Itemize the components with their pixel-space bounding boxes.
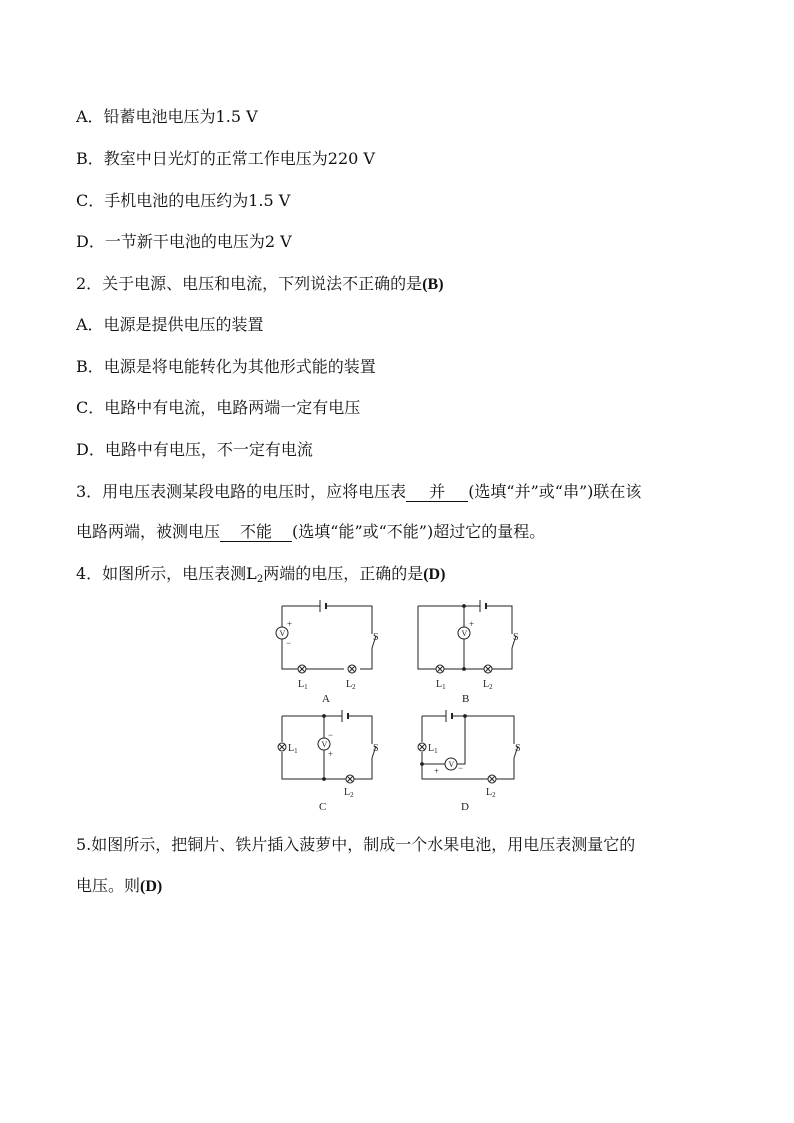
q2-option-b: B．电源是将电能转化为其他形式能的装置 [76,357,376,376]
q2-option-a: A．电源是提供电压的装置 [76,315,264,334]
plus-sign: + [328,749,334,759]
lamp-icon [346,775,354,783]
minus-sign: − [328,730,334,740]
minus-sign: − [286,638,292,648]
circuit-c [278,710,379,813]
q2-stem [76,274,444,295]
q1-option-d: D．一节新干电池的电压为2 V [76,232,292,251]
q4-stem [76,564,445,590]
circuit-b [418,600,519,705]
q2-option-d: D．电路中有电压，不一定有电流 [76,440,313,459]
q4-stem-post: 两端的电压，正确的是 [263,564,424,583]
switch-label: S [373,743,379,754]
lamp-icon [348,665,356,673]
lamp-icon [418,743,426,751]
q2-stem-text: 2．关于电源、电压和电流，下列说法不正确的是 [76,274,423,293]
lamp-label-l1: $L_1$ [298,679,308,691]
panel-label-b: B [462,693,470,705]
minus-sign: − [458,763,464,773]
panel-label-a: A [322,693,330,705]
q3-line-1 [76,482,641,502]
q2-answer: (B) [422,276,444,293]
lamp-icon [298,665,306,673]
q3-blank-1: 并 [406,483,468,502]
lamp-label-l2: $L_2$ [344,787,354,799]
panel-label-d: D [461,801,469,813]
circuit-a [276,600,379,705]
q3-part1: 3．用电压表测某段电路的电压时，应将电压表 [76,482,407,501]
q4-answer: (D) [423,566,446,583]
q4-stem-pre: 4．如图所示，电压表测L [76,564,257,583]
lamp-label-l2: $L_2$ [346,679,356,691]
q3-blank-2: 不能 [220,523,292,542]
circuit-d [418,710,521,813]
lamp-icon [484,665,492,673]
q4-stem-sub: 2 [256,574,264,585]
q5-line-1: 5.如图所示，把铜片、铁片插入菠萝中，制成一个水果电池，用电压表测量它的 [76,835,636,854]
plus-sign: + [469,619,475,629]
voltmeter-label: V [461,629,468,638]
lamp-icon [436,665,444,673]
panel-label-c: C [319,801,327,813]
q3-line-2 [76,522,545,542]
lamp-icon [278,743,286,751]
lamp-icon [488,775,496,783]
q2-option-c: C．电路中有电流，电路两端一定有电压 [76,398,361,417]
q3-part3: 电路两端，被测电压 [76,522,221,541]
lamp-label-l1: $L_1$ [436,679,446,691]
q1-option-a: A．铅蓄电池电压为1.5 V [76,107,258,126]
q3-part2: (选填“并”或“串”)联在该 [468,482,642,501]
switch-label: S [515,743,521,754]
lamp-label-l1: $L_1$ [428,743,438,755]
lamp-label-l1: $L_1$ [288,743,298,755]
voltmeter-label: V [321,740,328,749]
switch-label: S [373,632,379,643]
voltmeter-label: V [448,760,455,769]
q5-answer: (D) [140,878,163,895]
q5-line-2-text: 电压。则 [76,876,141,895]
q3-part4: (选填“能”或“不能”)超过它的量程。 [292,522,546,541]
q5-line-2 [76,876,162,897]
switch-label: S [513,632,519,643]
q1-option-c: C．手机电池的电压约为1.5 V [76,191,291,210]
plus-sign: + [287,619,293,629]
voltmeter-label: V [279,629,286,638]
plus-sign: + [434,766,440,776]
lamp-label-l2: $L_2$ [486,787,496,799]
lamp-label-l2: $L_2$ [483,679,493,691]
circuit-figure [268,596,526,814]
q1-option-b: B．教室中日光灯的正常工作电压为220 V [76,149,375,168]
